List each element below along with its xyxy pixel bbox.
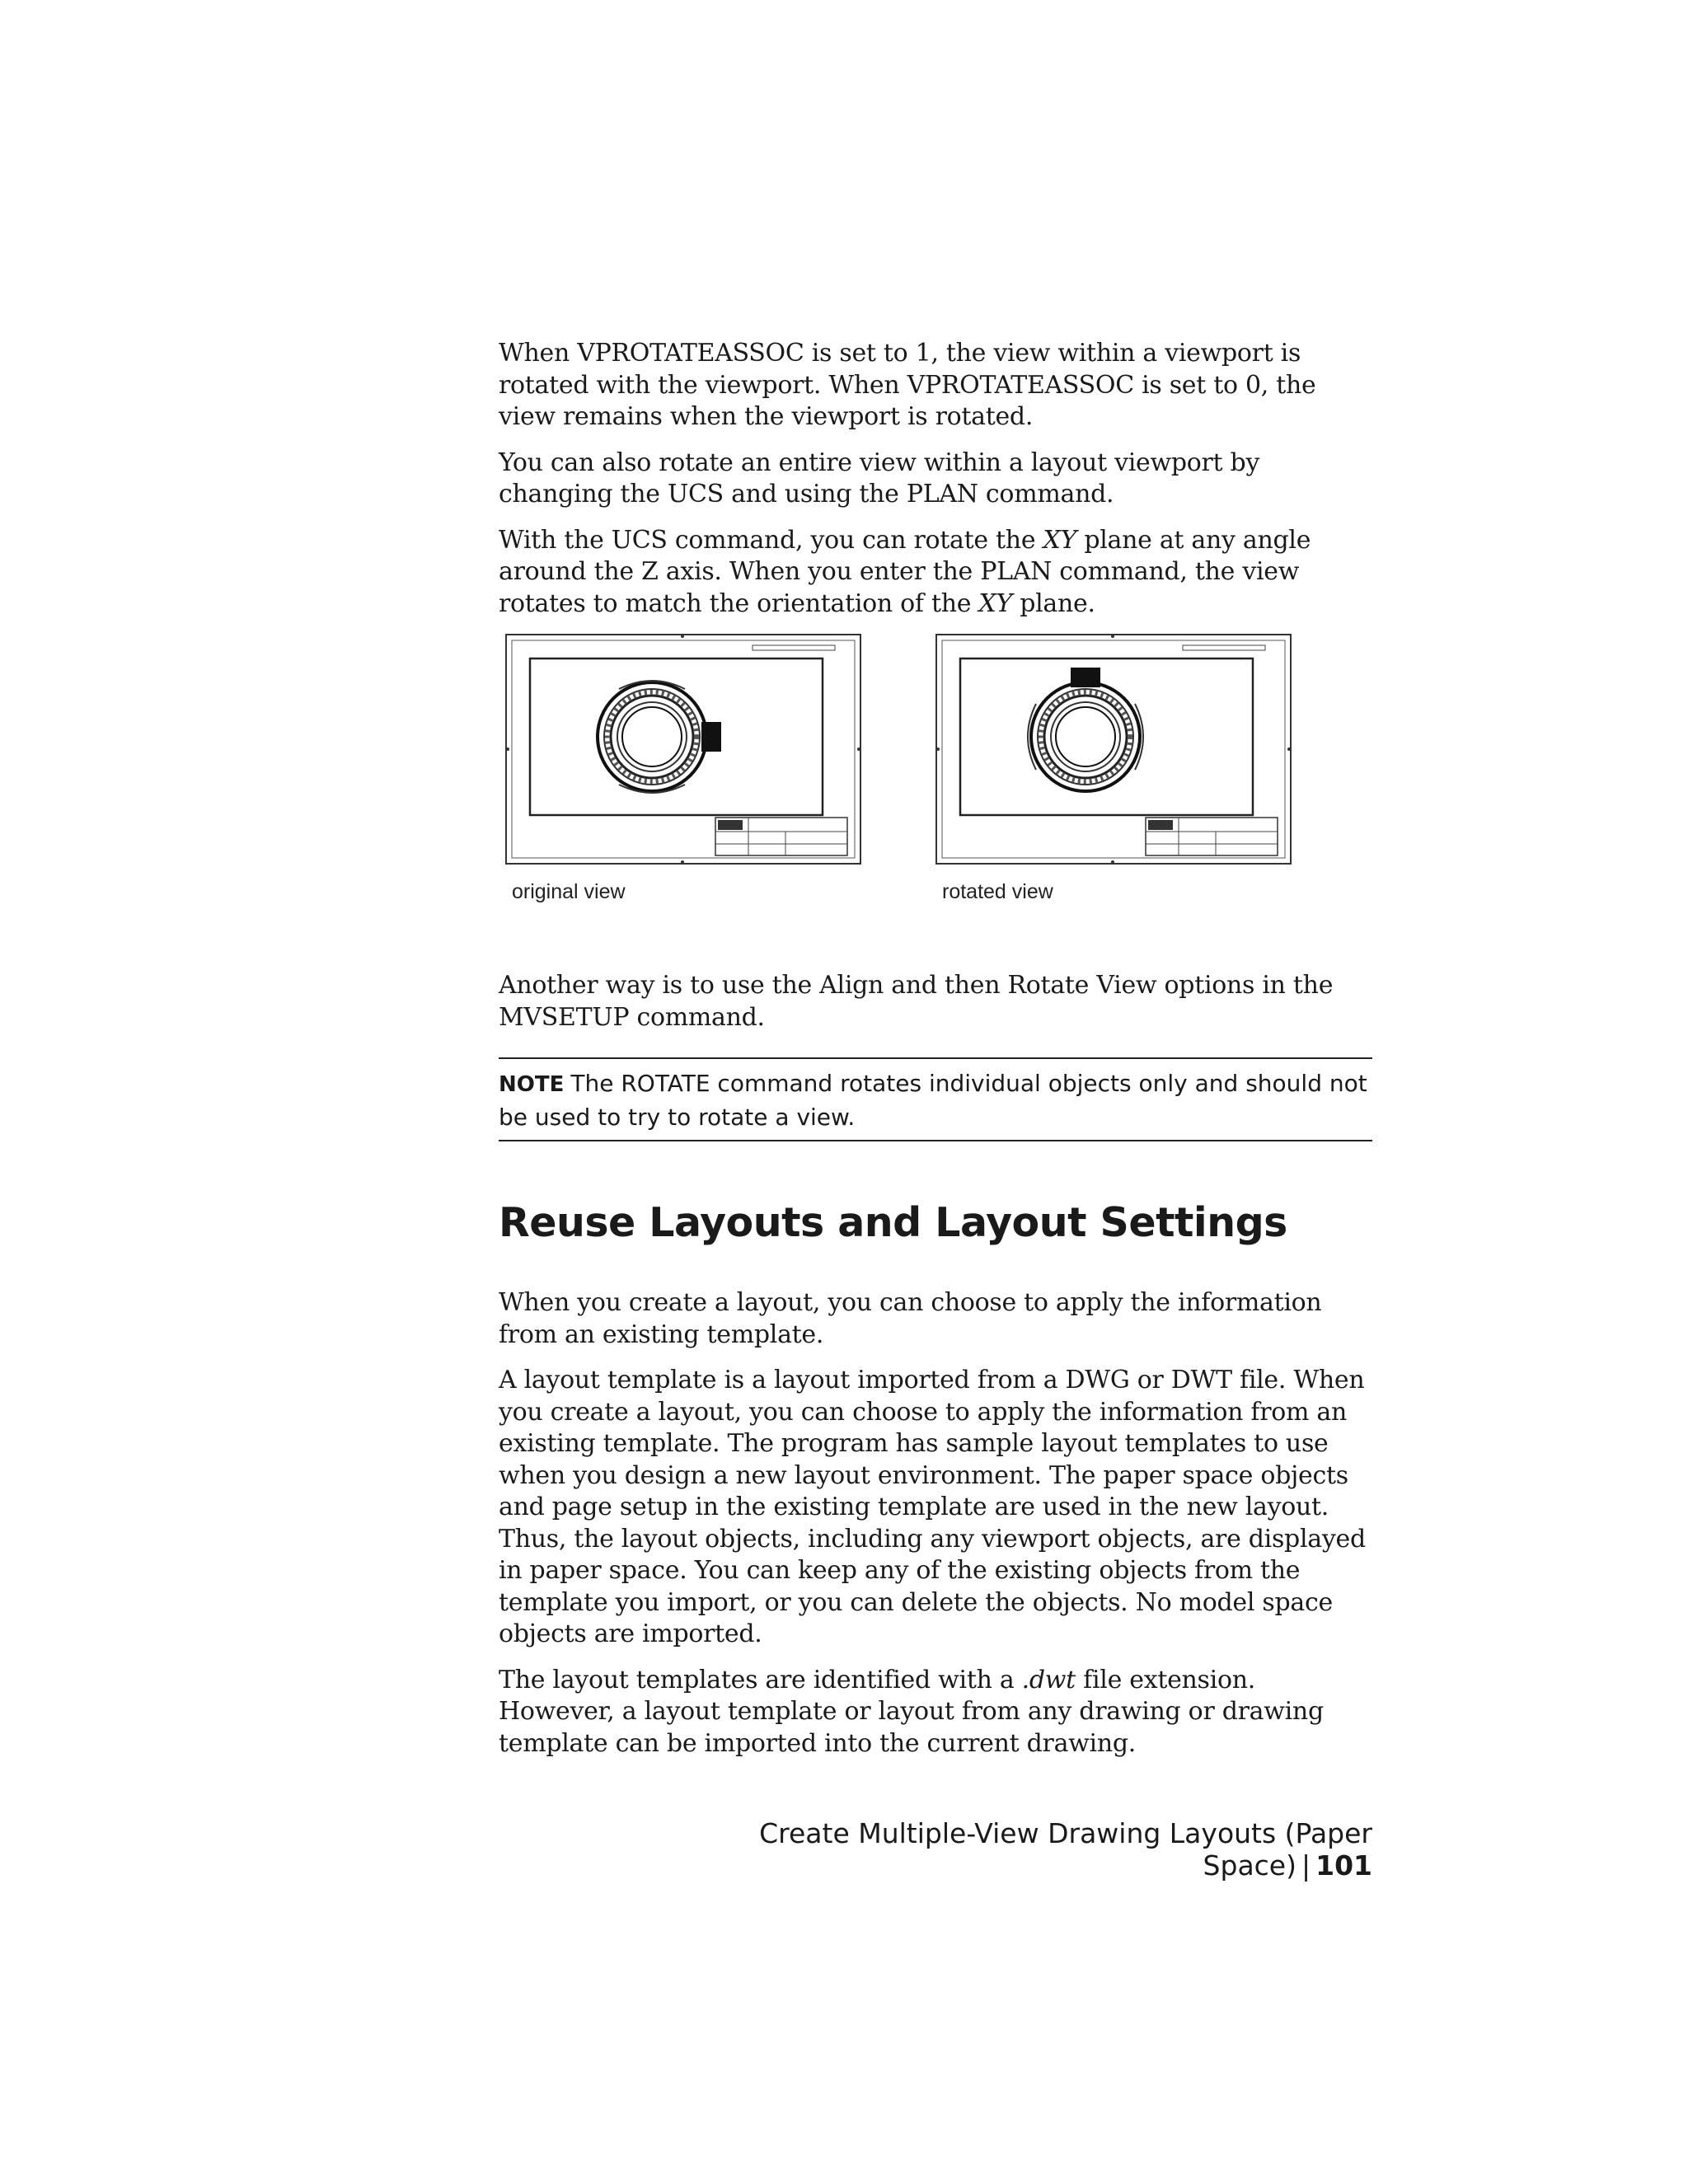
page-number: 101 — [1315, 1849, 1372, 1882]
paragraph-ucs-command — [499, 525, 1372, 621]
page-content — [499, 338, 1372, 1774]
note-text: The ROTATE command rotates individual objects only and should not be used to try to rotate a view. — [499, 1070, 1367, 1131]
text-run: plane at any angle around the Z axis. When you enter the PLAN command, the view rotates to match the orientation of the — [499, 525, 1311, 618]
text-run: With the UCS command, you can rotate the — [499, 525, 1043, 555]
text-run: plane. — [1011, 588, 1095, 618]
paragraph-create-layout: When you create a layout, you can choose to apply the information from an existing template. — [499, 1288, 1322, 1349]
paragraph-vprotateassoc: When VPROTATEASSOC is set to 1, the view within a viewport is rotated with the viewport. When VPROTATEASSOC is set to 0, the view remains when the viewport is rotated. — [499, 339, 1316, 431]
paragraph-mvsetup: Another way is to use the Align and then Rotate View options in the MVSETUP command. — [499, 971, 1334, 1032]
paragraph-dwt-extension — [499, 1665, 1372, 1760]
caption-original-view: original view — [512, 880, 626, 903]
italic-dwt: .dwt — [1021, 1665, 1076, 1694]
drawing-rotated-illustration — [935, 634, 1298, 869]
text-run: The layout templates are identified with a — [499, 1665, 1022, 1694]
footer-chapter-title: Create Multiple-View Drawing Layouts (Paper Space) — [759, 1817, 1372, 1882]
drawing-original-illustration — [505, 634, 868, 869]
figure-original-view — [505, 634, 868, 904]
page-footer — [651, 1817, 1372, 1882]
paragraph-rotate-view: You can also rotate an entire view within a layout viewport by changing the UCS and using the PLAN command. — [499, 448, 1260, 509]
italic-xy: XY — [1043, 525, 1077, 555]
paragraph-layout-template: A layout template is a layout imported from a DWG or DWT file. When you create a layout, you can choose to apply the information from an existing template. The program has sample layout templates to use when you design a new layout environment. The paper space objects and page setup in the existing template are used in the new layout. Thus, the layout objects, including any viewport objects, are displayed in paper space. You can keep any of the existing objects from the template you import, or you can delete the objects. No model space objects are imported. — [499, 1366, 1366, 1648]
italic-xy: XY — [978, 588, 1012, 618]
section-heading: Reuse Layouts and Layout Settings — [499, 1199, 1287, 1246]
note-label: NOTE — [499, 1072, 565, 1097]
figure-rotated-view — [935, 634, 1298, 904]
text-run: file extension. However, a layout template or layout from any drawing or drawing template can be imported into the current drawing. — [499, 1665, 1324, 1758]
figure-pair — [499, 634, 1372, 947]
footer-separator: | — [1301, 1849, 1311, 1882]
note-box — [499, 1057, 1372, 1141]
caption-rotated-view: rotated view — [942, 880, 1053, 903]
